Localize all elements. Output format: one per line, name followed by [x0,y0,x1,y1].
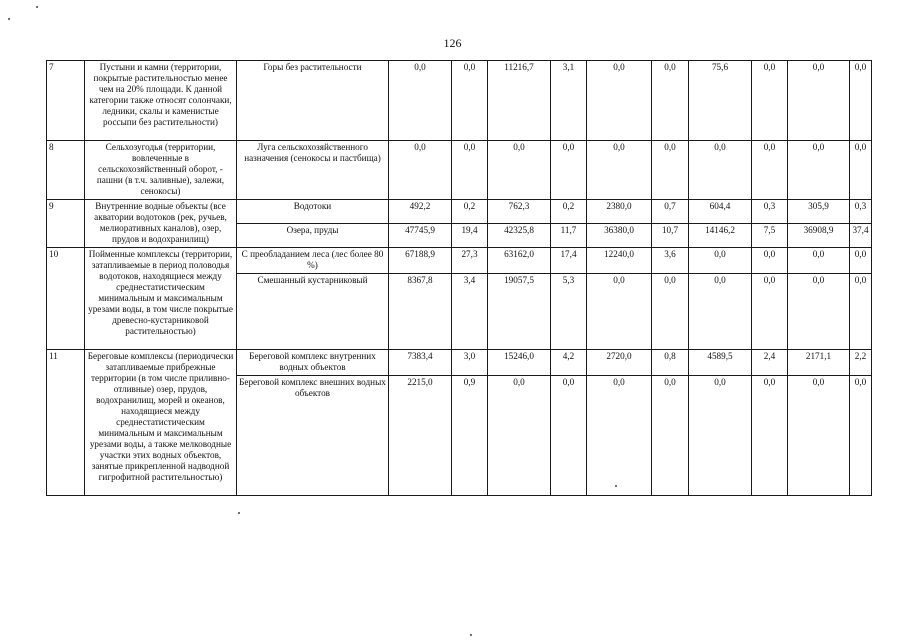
value-cell: 4589,5 [689,350,752,376]
value-cell: 19,4 [452,224,488,248]
value-cell: 2380,0 [587,200,652,224]
value-cell: 0,0 [788,376,850,496]
subcategory-cell: Горы без растительности [237,61,389,141]
row-number: 8 [47,141,85,200]
value-cell: 0,3 [752,200,788,224]
value-cell: 3,6 [652,248,689,274]
value-cell: 63162,0 [488,248,551,274]
category-cell: Сельхозугодья (территории, вовлеченные в сельскохозяйственный оборот, - пашни (в т.ч. заливные), залежи, сенокосы) [85,141,237,200]
row-number: 11 [47,350,85,496]
value-cell: 3,1 [551,61,587,141]
value-cell: 0,0 [850,376,872,496]
value-cell: 0,0 [752,274,788,350]
value-cell: 0,0 [850,61,872,141]
value-cell: 0,0 [389,61,452,141]
value-cell: 36380,0 [587,224,652,248]
value-cell: 0,0 [850,274,872,350]
table-row [47,248,872,274]
value-cell: 0,0 [587,61,652,141]
value-cell: 0,0 [389,141,452,200]
table-row [47,350,872,376]
value-cell: 36908,9 [788,224,850,248]
scan-speck [8,18,10,20]
value-cell: 0,0 [752,248,788,274]
value-cell: 3,4 [452,274,488,350]
scan-speck [470,634,472,636]
value-cell: 4,2 [551,350,587,376]
row-number: 10 [47,248,85,350]
value-cell: 12240,0 [587,248,652,274]
value-cell: 0,9 [452,376,488,496]
subcategory-cell: Смешанный кустарниковый [237,274,389,350]
value-cell: 27,3 [452,248,488,274]
value-cell: 0,0 [689,248,752,274]
value-cell: 0,0 [488,141,551,200]
value-cell: 7,5 [752,224,788,248]
value-cell: 0,0 [788,248,850,274]
scan-speck [36,6,38,8]
subcategory-cell: С преобладанием леса (лес более 80 %) [237,248,389,274]
value-cell: 17,4 [551,248,587,274]
value-cell: 492,2 [389,200,452,224]
value-cell: 2,2 [850,350,872,376]
value-cell: 0,0 [788,274,850,350]
category-cell: Пустыни и камни (территории, покрытые растительностью менее чем на 20% площади. К данной категории также относят солончаки, ледники, скалы и каменистые россыпи без растительности) [85,61,237,141]
table-row [47,141,872,200]
value-cell: 0,0 [752,376,788,496]
value-cell: 67188,9 [389,248,452,274]
value-cell: 0,8 [652,350,689,376]
subcategory-cell: Озера, пруды [237,224,389,248]
value-cell: 0,0 [752,61,788,141]
value-cell: 75,6 [689,61,752,141]
value-cell: 0,0 [652,61,689,141]
table-row [47,200,872,224]
value-cell: 0,0 [752,141,788,200]
value-cell: 0,2 [452,200,488,224]
subcategory-cell: Луга сельскохозяйственного назначения (сенокосы и пастбища) [237,141,389,200]
value-cell: 0,0 [652,274,689,350]
value-cell: 15246,0 [488,350,551,376]
scan-speck [238,512,240,514]
value-cell: 47745,9 [389,224,452,248]
value-cell: 11216,7 [488,61,551,141]
value-cell: 8367,8 [389,274,452,350]
row-number: 7 [47,61,85,141]
value-cell: 14146,2 [689,224,752,248]
land-cover-table [46,60,872,496]
value-cell: 5,3 [551,274,587,350]
value-cell: 0,0 [850,248,872,274]
value-cell: 0,0 [689,376,752,496]
value-cell: 0,0 [452,141,488,200]
value-cell: 0,0 [788,61,850,141]
value-cell: 7383,4 [389,350,452,376]
page-number: 126 [443,36,462,50]
value-cell: 0,0 [452,61,488,141]
value-cell: 0,0 [689,141,752,200]
value-cell: 0,0 [850,141,872,200]
table-row [47,61,872,141]
value-cell: 19057,5 [488,274,551,350]
value-cell: 0,0 [652,141,689,200]
value-cell: 2171,1 [788,350,850,376]
value-cell: 0,0 [551,376,587,496]
value-cell: 2720,0 [587,350,652,376]
value-cell: 762,3 [488,200,551,224]
value-cell: 0,0 [652,376,689,496]
value-cell: 604,4 [689,200,752,224]
value-cell: 305,9 [788,200,850,224]
scan-speck [615,485,617,487]
value-cell: 0,0 [587,376,652,496]
category-cell: Береговые комплексы (периодически затапливаемые прибрежные территории (в том числе приливно-отливные) озер, прудов, водохранилищ, морей и океанов, находящиеся между среднестатистическим минимальным и максимальным урезами воды, а также мелководные участки этих водных объектов, занятые прикрепленной надводной гигрофитной растительностью) [85,350,237,496]
value-cell: 10,7 [652,224,689,248]
value-cell: 0,3 [850,200,872,224]
value-cell: 0,7 [652,200,689,224]
value-cell: 2,4 [752,350,788,376]
value-cell: 0,0 [587,141,652,200]
category-cell: Пойменные комплексы (территории, затапливаемые в период половодья водотоков, находящиеся между среднестатистическим минимальным и максимальным урезами воды, в том числе покрытые древесно-кустарниковой растительностью) [85,248,237,350]
value-cell: 11,7 [551,224,587,248]
row-number: 9 [47,200,85,248]
value-cell: 0,0 [488,376,551,496]
value-cell: 37,4 [850,224,872,248]
value-cell: 3,0 [452,350,488,376]
value-cell: 2215,0 [389,376,452,496]
value-cell: 0,0 [587,274,652,350]
subcategory-cell: Береговой комплекс внутренних водных объектов [237,350,389,376]
value-cell: 0,0 [551,141,587,200]
category-cell: Внутренние водные объекты (все акватории водотоков (рек, ручьев, мелиоративных каналов), озер, прудов и водохранилищ) [85,200,237,248]
value-cell: 0,2 [551,200,587,224]
value-cell: 42325,8 [488,224,551,248]
subcategory-cell: Водотоки [237,200,389,224]
value-cell: 0,0 [788,141,850,200]
subcategory-cell: Береговой комплекс внешних водных объектов [237,376,389,496]
value-cell: 0,0 [689,274,752,350]
